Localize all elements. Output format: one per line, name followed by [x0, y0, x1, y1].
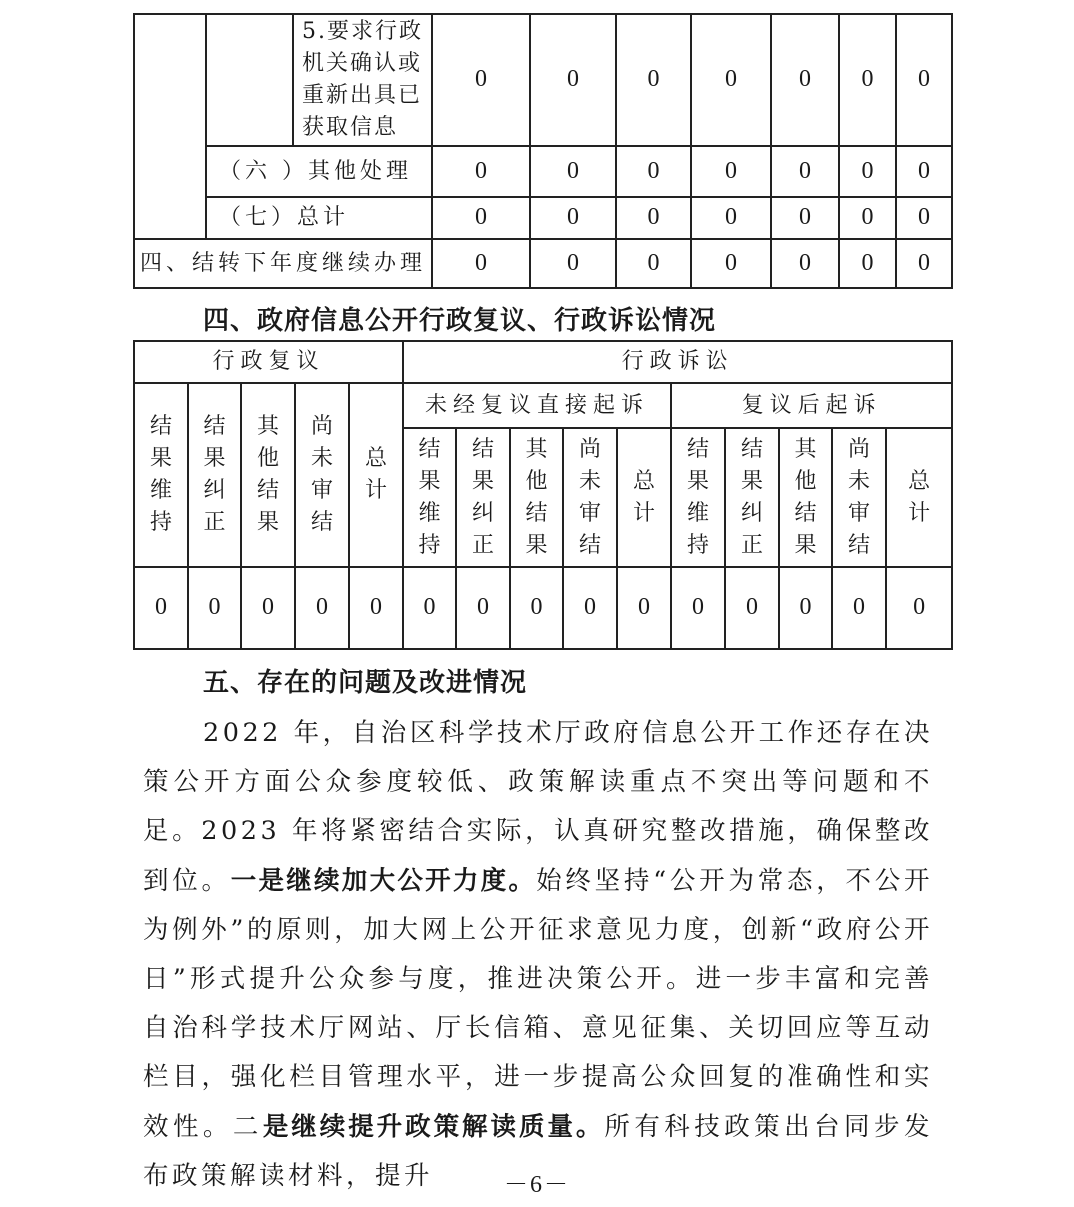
- column-header-text: 尚未审结: [848, 436, 871, 558]
- column-header: [403, 428, 456, 567]
- row-label: 5.要求行政机关确认或重新出具已获取信息: [293, 14, 432, 146]
- review-header: 行政复议: [134, 341, 403, 383]
- cell-value: 0: [691, 146, 771, 197]
- header-row: [134, 383, 952, 428]
- column-header: [832, 428, 886, 567]
- cell-value: 0: [691, 14, 771, 146]
- cell-value: 0: [617, 567, 671, 649]
- column-header-text: 尚未审结: [579, 436, 602, 558]
- column-header: [563, 428, 617, 567]
- column-header: [134, 383, 188, 567]
- column-header-text: 结果维持: [418, 436, 441, 558]
- cell-value: 0: [771, 239, 839, 288]
- paragraph-text: 2022 年，自治区科学技术厅政府信息公开工作还存在决策公开方面公众参度较低、政策解读重点不突出等问题和不足。2023 年将紧密结合实际，认真研究整改措施，确保整改到位。: [143, 718, 933, 896]
- cell-value: 0: [616, 14, 691, 146]
- column-header-text: 总计: [908, 468, 931, 526]
- table-row: [134, 197, 952, 239]
- column-header: [241, 383, 295, 567]
- cell-value: 0: [616, 239, 691, 288]
- column-header: [456, 428, 510, 567]
- cell-value: 0: [832, 567, 886, 649]
- cell-value: 0: [530, 197, 616, 239]
- header-row: [134, 341, 952, 383]
- cell-value: 0: [530, 146, 616, 197]
- body-paragraph: [143, 709, 933, 1201]
- column-header: [779, 428, 832, 567]
- paragraph-text: 始终坚持“公开为常态，不公开为例外”的原则，加大网上公开征求意见力度，创新“政府公开日”形式提升公众参与度，推进决策公开。进一步丰富和完善自治科学技术厅网站、厅长信箱、意见征集、关切回应等互动栏目，强化栏目管理水平，进一步提高公众回复的准确性和实效性。二: [143, 865, 933, 1142]
- page-number: －6－: [504, 1172, 570, 1198]
- column-header: [725, 428, 779, 567]
- cell-value: 0: [671, 567, 725, 649]
- section-heading: 五、存在的问题及改进情况: [203, 668, 528, 698]
- review-litigation-table: [133, 340, 953, 650]
- row-label: 四、结转下年度继续办理: [134, 239, 432, 288]
- column-header-text: 其他结果: [794, 436, 817, 558]
- cell-value: 0: [563, 567, 617, 649]
- row-label: （六 ）其他处理: [206, 146, 432, 197]
- cell-value: 0: [896, 197, 952, 239]
- cell-value: 0: [896, 239, 952, 288]
- cell-value: 0: [241, 567, 295, 649]
- cell-value: 0: [530, 14, 616, 146]
- column-header-text: 总计: [365, 446, 388, 503]
- cell-value: 0: [771, 14, 839, 146]
- table-row: [134, 14, 952, 146]
- column-header: [671, 428, 725, 567]
- cell-value: 0: [403, 567, 456, 649]
- row-label: （七）总计: [206, 197, 432, 239]
- section-heading: 四、政府信息公开行政复议、行政诉讼情况: [203, 306, 717, 336]
- direct-suit-header: 未经复议直接起诉: [403, 383, 671, 428]
- cell-value: 0: [691, 197, 771, 239]
- column-header-text: 其他结果: [525, 436, 548, 558]
- cell-value: 0: [839, 239, 896, 288]
- cell-value: 0: [134, 567, 188, 649]
- cell-value: 0: [771, 197, 839, 239]
- column-header: [886, 428, 952, 567]
- cell-value: 0: [896, 146, 952, 197]
- column-header: [188, 383, 241, 567]
- litigation-header: 行政诉讼: [403, 341, 952, 383]
- column-header-text: 其他结果: [256, 414, 279, 535]
- cell-value: 0: [456, 567, 510, 649]
- cell-value: 0: [349, 567, 403, 649]
- column-header-text: 结果纠正: [741, 436, 764, 558]
- cell-value: 0: [896, 14, 952, 146]
- cell-value: 0: [432, 239, 530, 288]
- bold-key-point: 是继续提升政策解读质量。: [262, 1111, 605, 1142]
- table-row: [134, 567, 952, 649]
- column-header: [295, 383, 349, 567]
- cell-value: 0: [530, 239, 616, 288]
- empty-cell: [206, 14, 293, 146]
- cell-value: 0: [510, 567, 563, 649]
- cell-value: 0: [839, 146, 896, 197]
- cell-value: 0: [616, 146, 691, 197]
- cell-value: 0: [432, 14, 530, 146]
- disclosure-handling-table: [133, 13, 953, 289]
- empty-cell: [134, 14, 206, 239]
- cell-value: 0: [839, 197, 896, 239]
- cell-value: 0: [432, 146, 530, 197]
- cell-value: 0: [295, 567, 349, 649]
- paragraph-text: 所有科技政策出台同步发布政策解读材料，提升: [143, 1111, 933, 1191]
- cell-value: 0: [432, 197, 530, 239]
- post-review-header: 复议后起诉: [671, 383, 952, 428]
- column-header: [617, 428, 671, 567]
- cell-value: 0: [771, 146, 839, 197]
- table-row: [134, 239, 952, 288]
- cell-value: 0: [839, 14, 896, 146]
- cell-value: 0: [779, 567, 832, 649]
- column-header-text: 结果纠正: [203, 414, 226, 535]
- table-row: [134, 146, 952, 197]
- cell-value: 0: [691, 239, 771, 288]
- column-header-text: 结果纠正: [472, 436, 495, 558]
- bold-key-point: 一是继续加大公开力度。: [230, 865, 537, 896]
- column-header-text: 总计: [633, 468, 656, 526]
- column-header: [349, 383, 403, 567]
- cell-value: 0: [616, 197, 691, 239]
- cell-value: 0: [188, 567, 241, 649]
- column-header-text: 结果维持: [687, 436, 710, 558]
- column-header: [510, 428, 563, 567]
- column-header-text: 尚未审结: [310, 414, 333, 535]
- cell-value: 0: [725, 567, 779, 649]
- cell-value: 0: [886, 567, 952, 649]
- column-header-text: 结果维持: [149, 414, 172, 535]
